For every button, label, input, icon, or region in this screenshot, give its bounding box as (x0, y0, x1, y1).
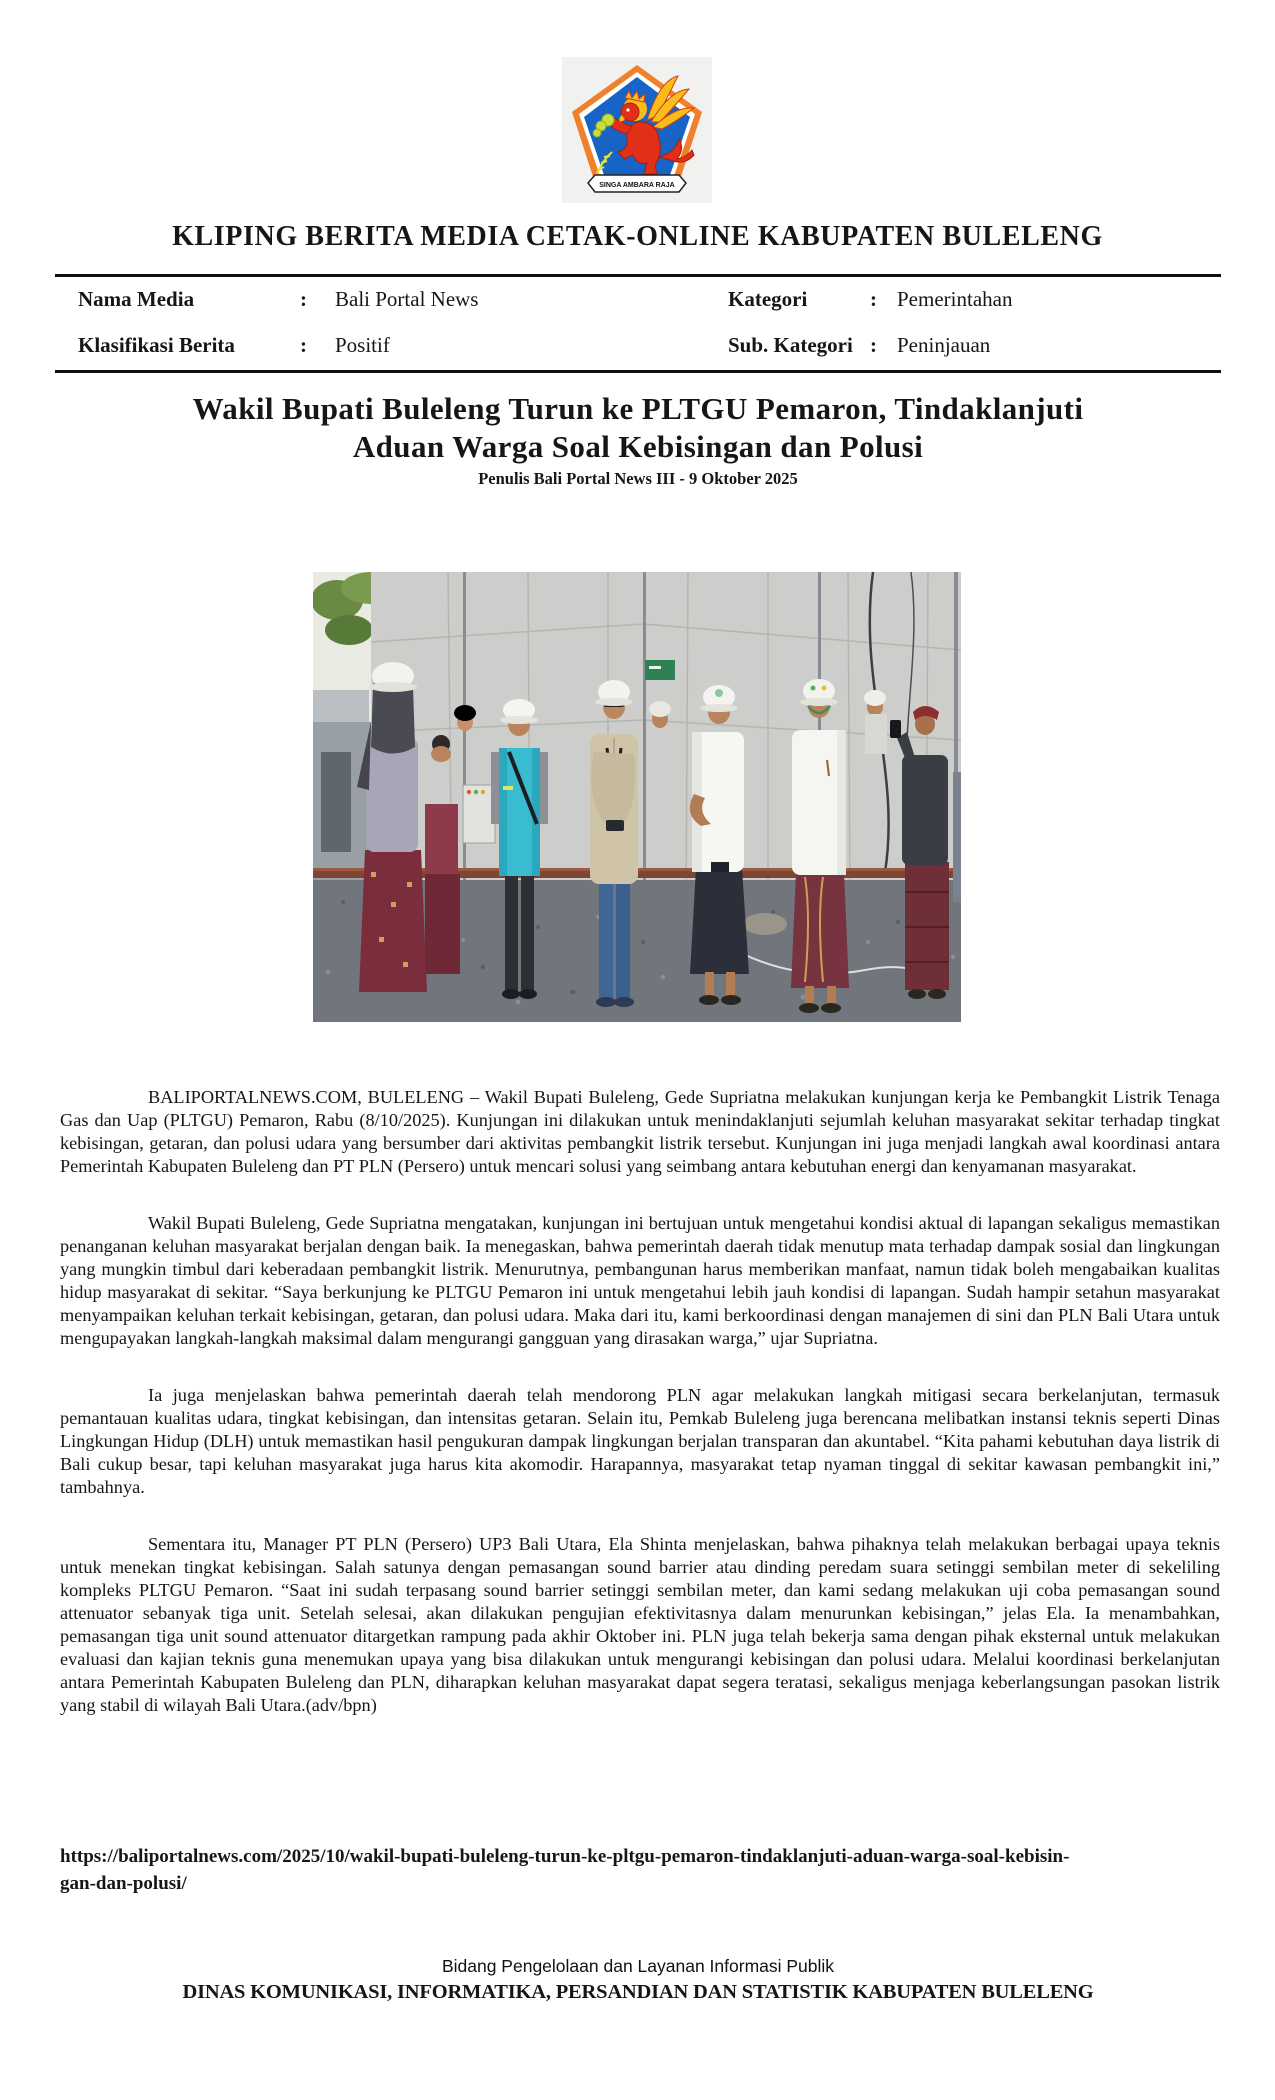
footer-unit: Bidang Pengelolaan dan Layanan Informasi Publik (441, 1956, 835, 1976)
paragraph: Wakil Bupati Buleleng, Gede Supriatna mengatakan, kunjungan ini bertujuan untuk mengetahui kondisi aktual di lapangan sekaligus memastikan penanganan keluhan masyarakat berjalan dengan baik. Ia menegaskan, bahwa pemerintah daerah tidak menutup mata terhadap dampak sosial dan lingkungan yang mungkin timbul dari keberadaan pembangkit listrik. Menurutnya, pembangunan harus memberikan manfaat, namun tidak boleh mengabaikan kualitas hidup masyarakat di sekitar. “Saya berkunjung ke PLTGU Pemaron ini untuk mengetahui lebih jauh kondisi di lapangan. Sudah hampir setahun masyarakat menyampaikan keluhan terkait kebisingan, getaran, dan polusi udara. Maka dari itu, kami berkoordinasi dengan manajemen di sini dan PLN Bali Utara untuk mengupayakan langkah-langkah maksimal dalam mengurangi gangguan yang dirasakan warga,” ujar Supriatna. (60, 1213, 1220, 1348)
clipping-title: KLIPING BERITA MEDIA CETAK-ONLINE KABUPATEN BULELENG (172, 221, 1103, 252)
logo-banner-text: SINGA AMBARA RAJA (599, 182, 675, 189)
site-visit-photo (313, 572, 961, 1022)
meta-label-nama-media: Nama Media (78, 287, 195, 311)
article-title-line1: Wakil Bupati Buleleng Turun ke PLTGU Pemaron, Tindaklanjuti (192, 391, 1084, 426)
paragraph: Ia juga menjelaskan bahwa pemerintah daerah telah mendorong PLN agar melakukan langkah mitigasi secara berkelanjutan, termasuk pemantauan kualitas udara, tingkat kebisingan, dan intensitas getaran. Selain itu, Pemkab Buleleng juga berencana melibatkan instansi teknis seperti Dinas Lingkungan Hidup (DLH) untuk memastikan hasil pengukuran dampak lingkungan berjalan transparan dan akuntabel. “Kita pahami kebutuhan daya listrik di Bali cukup besar, tapi keluhan masyarakat juga harus kita akomodir. Harapannya, masyarakat tetap nyaman tinggal di sekitar kawasan pembangkit ini,” tambahnya. (60, 1385, 1220, 1497)
meta-colon: : (870, 287, 877, 311)
meta-value-nama-media: Bali Portal News (335, 287, 479, 311)
meta-label-kategori: Kategori (728, 287, 808, 311)
article-body (60, 1086, 1220, 1751)
paragraph: BALIPORTALNEWS.COM, BULELENG – Wakil Bupati Buleleng, Gede Supriatna melakukan kunjungan kerja ke Pembangkit Listrik Tenaga Gas dan Uap (PLTGU) Pemaron, Rabu (8/10/2025). Kunjungan ini dilakukan untuk menindaklanjuti sejumlah keluhan masyarakat sekitar terhadap tingkat kebisingan, getaran, dan polusi udara yang bersumber dari aktivitas pembangkit listrik tersebut. Kunjungan ini juga menjadi langkah awal koordinasi antara Pemerintah Kabupaten Buleleng dan PT PLN (Persero) untuk mencari solusi yang seimbang antara kebutuhan energi dan kenyamanan masyarakat. (60, 1087, 1220, 1176)
header-divider-top (55, 274, 1221, 277)
meta-label-klasifikasi: Klasifikasi Berita (78, 333, 235, 357)
article-title (55, 390, 1221, 466)
paragraph: Sementara itu, Manager PT PLN (Persero) UP3 Bali Utara, Ela Shinta menjelaskan, bahwa pihaknya telah melakukan berbagai upaya teknis untuk menekan tingkat kebisingan. Salah satunya dengan pemasangan sound barrier atau dinding peredam suara setinggi sembilan meter di sekeliling kompleks PLTGU Pemaron. “Saat ini sudah terpasang sound barrier setinggi sembilan meter, dan kami sedang melakukan uji coba pemasangan sound attenuator sebanyak tiga unit. Setelah selesai, akan dilakukan pengujian efektivitasnya dalam menurunkan kebisingan,” jelas Ela. Ia menambahkan, pemasangan tiga unit sound attenuator ditargetkan rampung pada akhir Oktober ini. PLN juga telah bekerja sama dengan pihak eksternal untuk melakukan evaluasi dan kajian teknis guna menemukan upaya yang bisa dilakukan untuk mengurangi kebisingan dan polusi udara. Melalui koordinasi berkelanjutan antara Pemerintah Kabupaten Buleleng dan PLN, diharapkan keluhan masyarakat dapat segera teratasi, sekaligus menjaga keberlangsungan pasokan listrik yang stabil di wilayah Bali Utara.(adv/bpn) (60, 1534, 1220, 1715)
article-title-line2: Aduan Warga Soal Kebisingan dan Polusi (352, 429, 924, 464)
article-photo (313, 572, 961, 1022)
meta-colon: : (870, 333, 877, 357)
meta-label-sub-kategori: Sub. Kategori (728, 333, 853, 357)
meta-table (55, 285, 1225, 373)
source-url-link[interactable] (60, 1843, 1220, 1897)
header-divider-bottom (55, 370, 1221, 373)
logo-banner (588, 175, 686, 192)
article-byline: Penulis Bali Portal News III - 9 Oktober 2025 (478, 469, 798, 488)
footer-agency: DINAS KOMUNIKASI, INFORMATIKA, PERSANDIAN DAN STATISTIK KABUPATEN BULELENG (182, 1981, 1094, 2003)
agency-logo (562, 57, 712, 203)
meta-colon: : (300, 287, 307, 311)
source-url-line1[interactable]: https://baliportalnews.com/2025/10/wakil-bupati-buleleng-turun-ke-pltgu-pemaron-tindaklanjuti-aduan-warga-soal-kebisin- (60, 1846, 1070, 1867)
meta-value-klasifikasi: Positif (335, 333, 390, 357)
source-url-line2[interactable]: gan-dan-polusi/ (60, 1873, 187, 1894)
meta-value-kategori: Pemerintahan (897, 287, 1013, 311)
buleleng-crest-icon (567, 60, 707, 200)
meta-value-sub-kategori: Peninjauan (897, 333, 991, 357)
meta-colon: : (300, 333, 307, 357)
